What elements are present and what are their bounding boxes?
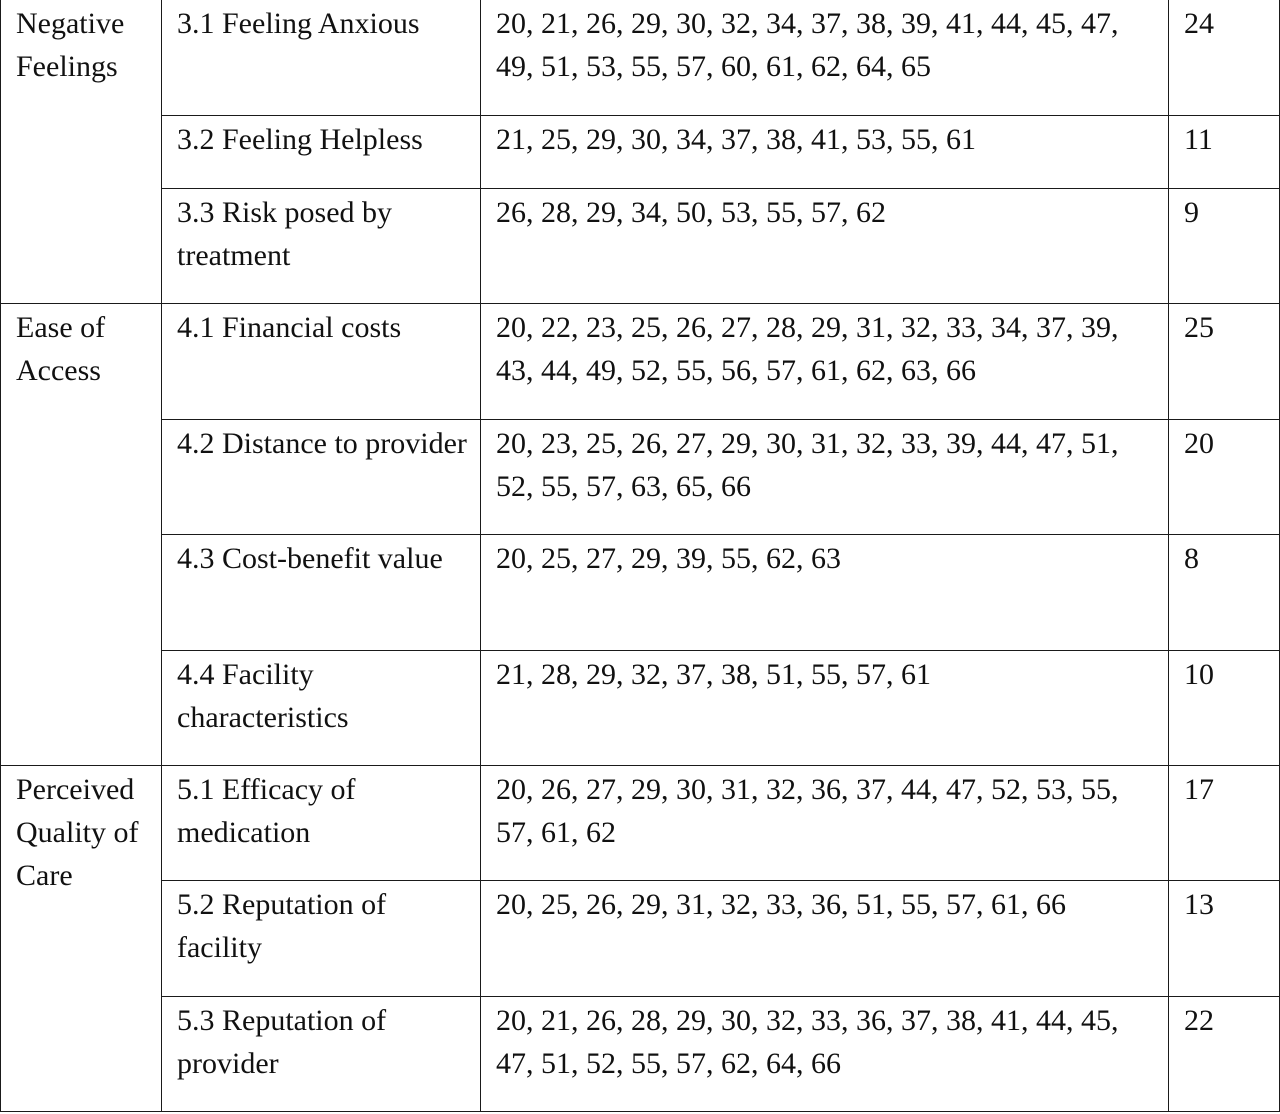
references-cell: 20, 25, 27, 29, 39, 55, 62, 63 <box>481 535 1169 650</box>
references-cell: 26, 28, 29, 34, 50, 53, 55, 57, 62 <box>481 189 1169 304</box>
table-row <box>1 419 1280 534</box>
count-cell: 10 <box>1169 650 1280 765</box>
subtheme-cell: 5.1 Efficacy of medication <box>162 765 481 880</box>
table-row <box>1 650 1280 765</box>
theme-cell: Negative Feelings <box>1 0 162 304</box>
theme-cell: Perceived Quality of Care <box>1 765 162 1111</box>
subtheme-cell: 3.1 Feeling Anxious <box>162 0 481 115</box>
table-row <box>1 115 1280 188</box>
references-cell: 20, 25, 26, 29, 31, 32, 33, 36, 51, 55, 57, 61, 66 <box>481 881 1169 996</box>
count-cell: 24 <box>1169 0 1280 115</box>
table-row <box>1 535 1280 650</box>
count-cell: 25 <box>1169 304 1280 419</box>
subtheme-cell: 5.2 Reputation of facility <box>162 881 481 996</box>
count-cell: 17 <box>1169 765 1280 880</box>
references-cell: 20, 23, 25, 26, 27, 29, 30, 31, 32, 33, 39, 44, 47, 51, 52, 55, 57, 63, 65, 66 <box>481 419 1169 534</box>
count-cell: 8 <box>1169 535 1280 650</box>
count-cell: 13 <box>1169 881 1280 996</box>
table-row <box>1 189 1280 304</box>
table-row <box>1 765 1280 880</box>
subtheme-cell: 4.4 Facility characteristics <box>162 650 481 765</box>
table-row <box>1 0 1280 115</box>
table-row <box>1 881 1280 996</box>
count-cell: 20 <box>1169 419 1280 534</box>
references-cell: 20, 21, 26, 28, 29, 30, 32, 33, 36, 37, 38, 41, 44, 45, 47, 51, 52, 55, 57, 62, 64, 66 <box>481 996 1169 1111</box>
count-cell: 11 <box>1169 115 1280 188</box>
subtheme-cell: 5.3 Reputation of provider <box>162 996 481 1111</box>
subtheme-cell: 3.3 Risk posed by treatment <box>162 189 481 304</box>
count-cell: 9 <box>1169 189 1280 304</box>
subtheme-cell: 4.2 Distance to provider <box>162 419 481 534</box>
references-cell: 20, 26, 27, 29, 30, 31, 32, 36, 37, 44, 47, 52, 53, 55, 57, 61, 62 <box>481 765 1169 880</box>
references-cell: 20, 21, 26, 29, 30, 32, 34, 37, 38, 39, 41, 44, 45, 47, 49, 51, 53, 55, 57, 60, 61, 62, 64, 65 <box>481 0 1169 115</box>
subtheme-cell: 3.2 Feeling Helpless <box>162 115 481 188</box>
count-cell: 22 <box>1169 996 1280 1111</box>
references-cell: 21, 28, 29, 32, 37, 38, 51, 55, 57, 61 <box>481 650 1169 765</box>
subtheme-cell: 4.1 Financial costs <box>162 304 481 419</box>
references-cell: 21, 25, 29, 30, 34, 37, 38, 41, 53, 55, 61 <box>481 115 1169 188</box>
theme-cell: Ease of Access <box>1 304 162 765</box>
table-row <box>1 304 1280 419</box>
table-row <box>1 996 1280 1111</box>
references-cell: 20, 22, 23, 25, 26, 27, 28, 29, 31, 32, 33, 34, 37, 39, 43, 44, 49, 52, 55, 56, 57, 61, 62, 63, 66 <box>481 304 1169 419</box>
subtheme-cell: 4.3 Cost-benefit value <box>162 535 481 650</box>
